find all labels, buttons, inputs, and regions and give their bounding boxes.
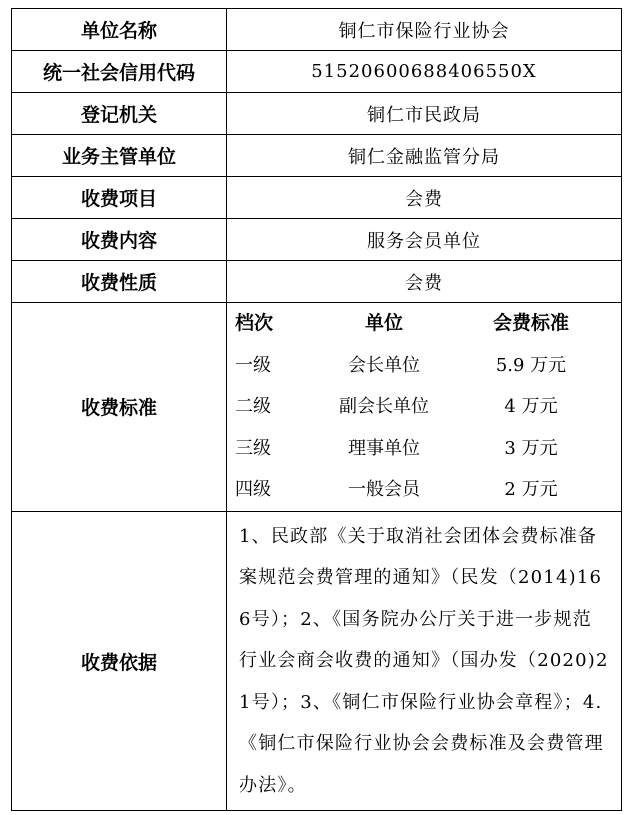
row-value: 铜仁金融监管分局	[227, 135, 622, 177]
table-row	[12, 9, 622, 51]
row-label: 单位名称	[12, 9, 227, 51]
row-value: 会费	[227, 177, 622, 219]
table-row	[12, 261, 622, 303]
header-unit: 单位	[364, 312, 403, 334]
table-row	[12, 135, 622, 177]
fee-basis-text: 1、民政部《关于取消社会团体会费标准备案规范会费管理的通知》（民发（2014)166号）；2、《国务院办公厅关于进一步规范行业会商会收费的通知》（国办发（2020)21号）；3、《铜仁市保险行业协会章程》；4.《铜仁市保险行业协会会费标准及会费管理办法》。	[227, 511, 622, 811]
table-row	[12, 219, 622, 261]
level-fee: 4 万元	[504, 396, 558, 418]
row-value: 51520600688406550X	[227, 51, 622, 93]
table-row	[12, 177, 622, 219]
table-row	[12, 51, 622, 93]
level-grade: 四级	[235, 479, 271, 501]
row-label: 收费项目	[12, 177, 227, 219]
row-label: 收费内容	[12, 219, 227, 261]
row-label: 收费性质	[12, 261, 227, 303]
row-label: 登记机关	[12, 93, 227, 135]
level-grade: 三级	[235, 437, 271, 459]
fee-basis-row	[12, 511, 622, 811]
row-label: 统一社会信用代码	[12, 51, 227, 93]
level-grade: 一级	[235, 354, 271, 376]
table-row	[12, 93, 622, 135]
level-fee: 3 万元	[504, 437, 558, 459]
level-grade: 二级	[235, 396, 271, 418]
fee-info-table-container	[11, 8, 622, 811]
level-unit: 副会长单位	[339, 396, 429, 418]
level-unit: 理事单位	[348, 437, 420, 459]
row-label: 业务主管单位	[12, 135, 227, 177]
row-value: 铜仁市保险行业协会	[227, 9, 622, 51]
level-fee: 5.9 万元	[495, 354, 567, 376]
fee-standard-label: 收费标准	[12, 303, 227, 512]
fee-basis-label: 收费依据	[12, 511, 227, 811]
fee-info-table	[11, 8, 622, 811]
header-grade: 档次	[235, 312, 274, 334]
row-value: 会费	[227, 261, 622, 303]
header-fee: 会费标准	[492, 312, 569, 334]
row-value: 服务会员单位	[227, 219, 622, 261]
fee-standard-cell	[227, 303, 622, 512]
level-unit: 会长单位	[348, 354, 420, 376]
fee-standard-grid	[227, 303, 621, 511]
level-unit: 一般会员	[348, 479, 420, 501]
level-fee: 2 万元	[504, 479, 558, 501]
row-value: 铜仁市民政局	[227, 93, 622, 135]
fee-standard-row	[12, 303, 622, 512]
